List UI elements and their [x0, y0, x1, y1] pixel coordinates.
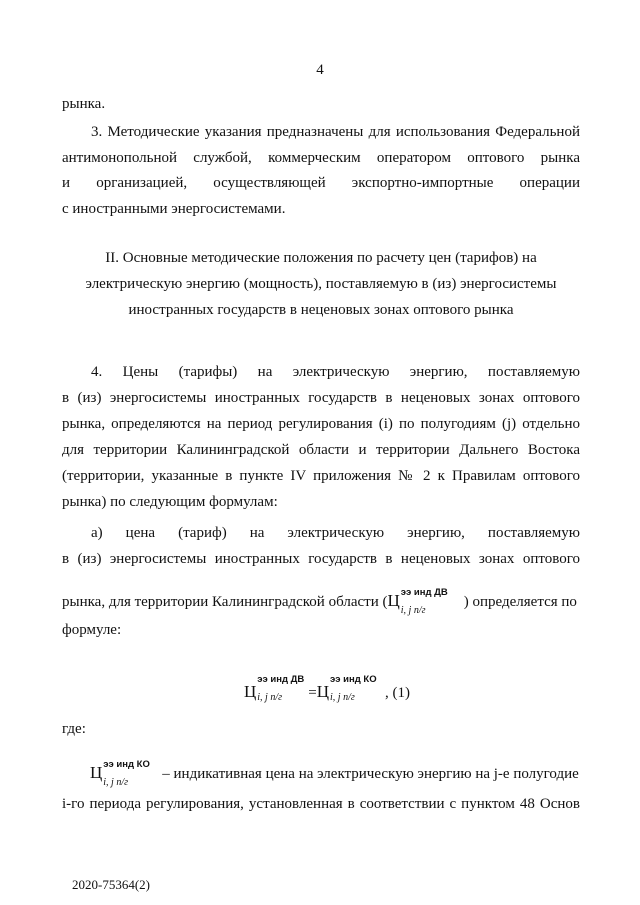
paragraph-4-line-2: в (из) энергосистемы иностранных государств в неценовых зонах оптового: [62, 390, 580, 406]
price-symbol-ko: Ц ээ инд КО i, j п/г: [90, 759, 150, 788]
price-symbol-dv: Ц ээ инд ДВ i, j п/г: [244, 674, 305, 703]
item-a-line-3: [62, 588, 580, 615]
page-number: 4: [316, 62, 324, 78]
equals-sign: =: [308, 685, 317, 701]
paragraph-tail: рынка.: [62, 96, 106, 112]
paragraph-4-line-3: рынка, определяются на период регулирования (i) по полугодиям (j) отдельно: [62, 416, 580, 432]
document-code: 2020-75364(2): [72, 877, 150, 892]
price-symbol-dv: Ц ээ инд ДВ i, j п/г: [387, 587, 448, 616]
section-heading-line-2: электрическую энергию (мощность), поставляемую в (из) энергосистемы: [85, 276, 557, 292]
section-heading-line-1: II. Основные методические положения по расчету цен (тарифов) на: [105, 250, 537, 266]
paragraph-4-line-6: рынка) по следующим формулам:: [62, 494, 278, 510]
paragraph-4-line-1: 4. Цены (тарифы) на электрическую энергию, поставляемую: [91, 364, 580, 380]
paragraph-3-line-4: с иностранными энергосистемами.: [62, 201, 286, 217]
item-a-line-1: а) цена (тариф) на электрическую энергию, поставляемую: [91, 525, 580, 541]
item-a-line-3-end: ) определяется по: [463, 594, 577, 610]
formula-number: , (1): [385, 685, 411, 701]
item-a-line-2: в (из) энергосистемы иностранных государств в неценовых зонах оптового: [62, 551, 580, 567]
definition-line-2: i-го периода регулирования, установленная в соответствии с пунктом 48 Основ: [62, 796, 580, 812]
item-a-line-4: формуле:: [62, 622, 122, 638]
section-heading-line-3: иностранных государств в неценовых зонах оптового рынка: [128, 302, 514, 318]
paragraph-3-line-1: 3. Методические указания предназначены для использования Федеральной: [91, 124, 580, 140]
paragraph-4-line-5: (территории, указанные в пункте IV приложения № 2 к Правилам оптового: [62, 468, 580, 484]
price-symbol-ko: Ц ээ инд КО i, j п/г: [316, 674, 377, 703]
formula-1: [244, 674, 411, 703]
paragraph-4-line-4: для территории Калининградской области и территории Дальнего Востока: [62, 442, 580, 458]
paragraph-3-line-2: антимонопольной службой, коммерческим оператором оптового рынка: [62, 150, 580, 166]
paragraph-3-line-3: и организацией, осуществляющей экспортно-импортные операции: [62, 175, 580, 191]
item-a-line-3-start: рынка, для территории Калининградской области (: [62, 594, 388, 610]
definition-line-1: Ц ээ инд КО i, j п/г – индикативная цена на электрическую энергию на j-е полугодие: [90, 759, 579, 788]
where-label: где:: [62, 721, 86, 737]
